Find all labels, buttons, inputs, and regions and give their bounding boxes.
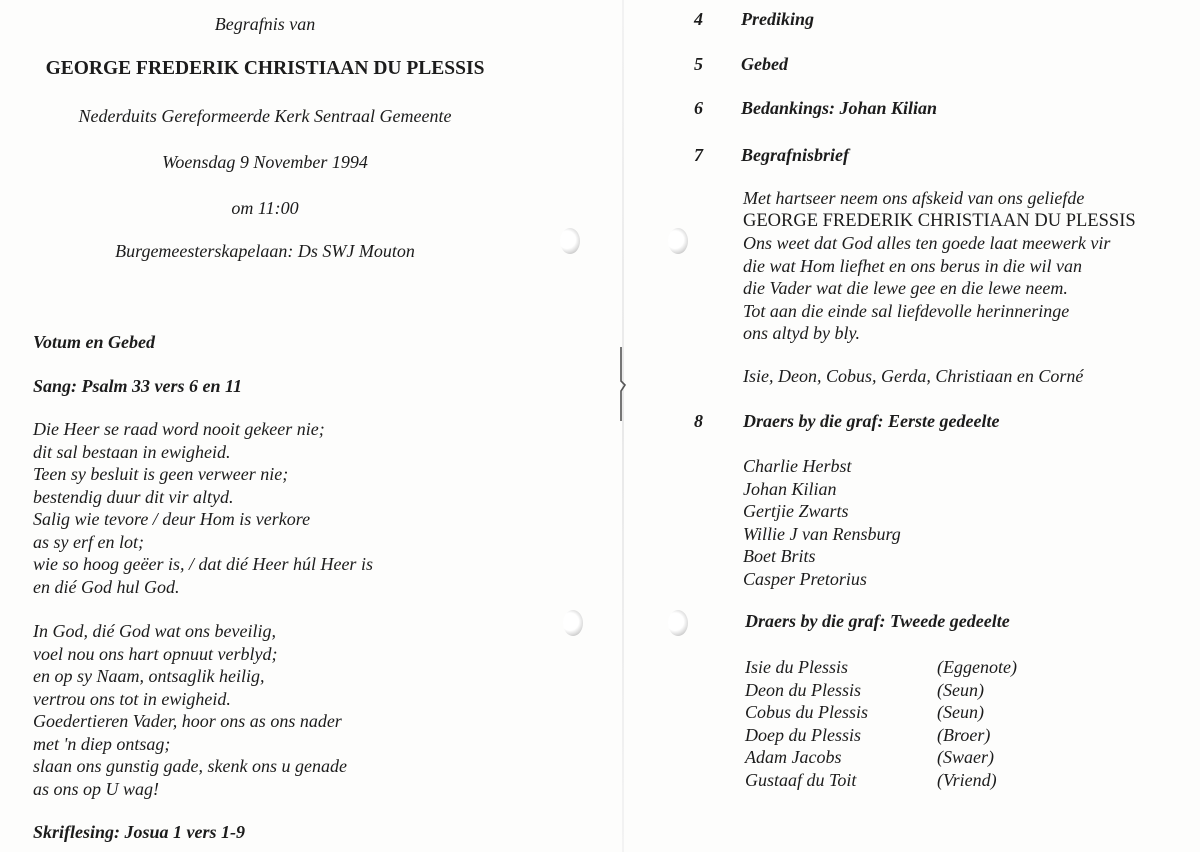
bearer-name: Casper Pretorius [743,568,867,589]
sang-heading: Sang: Psalm 33 vers 6 en 11 [33,376,243,396]
verse-line: met 'n diep ontsag; [33,733,171,754]
page-fold [622,0,624,852]
bearer-relation: (Vriend) [937,769,997,790]
signatories: Isie, Deon, Cobus, Gerda, Christiaan en Corné [743,366,1084,386]
service-time: om 11:00 [231,198,299,218]
item-prediking: Prediking [741,9,815,29]
skriflesing-heading: Skriflesing: Josua 1 vers 1-9 [33,822,246,842]
verse-line: Salig wie tevore / deur Hom is verkore [33,509,311,529]
verse-line: Teen sy besluit is geen verweer nie; [33,464,289,484]
verse-line: as sy erf en lot; [33,531,144,552]
service-date: Woensdag 9 November 1994 [162,152,368,172]
verse-line: Goedertieren Vader, hoor ons as ons nader [33,711,342,731]
bearer-name: Willie J van Rensburg [743,523,901,544]
verse-line: en op sy Naam, ontsaglik heilig, [33,666,265,686]
verse-line: voel nou ons hart opnuut verblyd; [33,643,278,664]
deceased-name: GEORGE FREDERIK CHRISTIAAN DU PLESSIS [45,58,485,79]
item-number: 5 [694,54,703,74]
verse-line: In God, dié God wat ons beveilig, [33,621,276,641]
verse-line: dit sal bestaan in ewigheid. [33,441,231,462]
first-bearers-list [743,455,901,590]
bearer-name: Cobus du Plessis [745,702,869,722]
verse-line: as ons op U wag! [33,778,160,799]
staple-mark [617,345,627,423]
punch-hole [563,610,583,636]
bearer-name: Gustaaf du Toit [745,769,857,790]
letter-line: die Vader wat die lewe gee en die lewe neem. [743,278,1068,298]
header-intro: Begrafnis van [214,14,316,34]
letter-line: Tot aan die einde sal liefdevolle herinneringe [743,300,1070,321]
item-number: 4 [694,9,703,29]
item-number: 6 [694,98,703,118]
church-name: Nederduits Gereformeerde Kerk Sentraal Gemeente [78,106,452,126]
bearer-name: Doep du Plessis [745,724,861,745]
letter-name-line: GEORGE FREDERIK CHRISTIAAN DU PLESSIS [743,210,1136,231]
item-draers-eerste: Draers by die graf: Eerste gedeelte [743,411,1000,431]
letter-line: Ons weet dat God alles ten goede laat meewerk vir [743,233,1111,253]
item-number: 7 [694,145,703,165]
punch-hole [668,228,688,254]
bearer-name: Johan Kilian [743,478,837,499]
bearer-relation: (Seun) [937,679,984,700]
chaplain: Burgemeesterskapelaan: Ds SWJ Mouton [115,241,415,261]
item-number: 8 [694,411,703,431]
item-bedankings: Bedankings: Johan Kilian [741,98,938,118]
letter-line: Met hartseer neem ons afskeid van ons geliefde [743,188,1085,208]
psalm-verse-1 [33,418,373,598]
second-bearers-relations [937,656,1017,791]
bearer-name: Gertjie Zwarts [743,501,849,521]
psalm-verse-2 [33,620,347,800]
bearer-name: Boet Brits [743,546,816,566]
bearer-relation: (Eggenote) [937,657,1017,677]
verse-line: vertrou ons tot in ewigheid. [33,688,231,709]
item-begrafnisbrief: Begrafnisbrief [741,145,849,165]
verse-line: en dié God hul God. [33,576,180,597]
punch-hole [668,610,688,636]
votum-heading: Votum en Gebed [33,332,156,352]
second-bearers-names [745,656,868,791]
verse-line: slaan ons gunstig gade, skenk ons u genade [33,756,347,776]
item-gebed: Gebed [741,54,788,74]
letter-line: die wat Hom liefhet en ons berus in die wil van [743,255,1082,276]
letter-line: ons altyd by bly. [743,323,860,343]
bearer-relation: (Broer) [937,724,991,745]
verse-line: Die Heer se raad word nooit gekeer nie; [33,419,325,439]
bearer-relation: (Swaer) [937,747,994,767]
bearer-name: Isie du Plessis [745,657,848,677]
funeral-letter [743,187,1136,345]
punch-hole [560,228,580,254]
verse-line: wie so hoog geëer is, / dat dié Heer húl Heer is [33,554,373,574]
bearer-name: Adam Jacobs [745,747,842,767]
bearer-relation: (Seun) [937,702,984,722]
second-bearers-heading: Draers by die graf: Tweede gedeelte [745,611,1010,631]
verse-line: bestendig duur dit vir altyd. [33,486,234,507]
bearer-name: Deon du Plessis [745,679,861,700]
bearer-name: Charlie Herbst [743,456,852,476]
